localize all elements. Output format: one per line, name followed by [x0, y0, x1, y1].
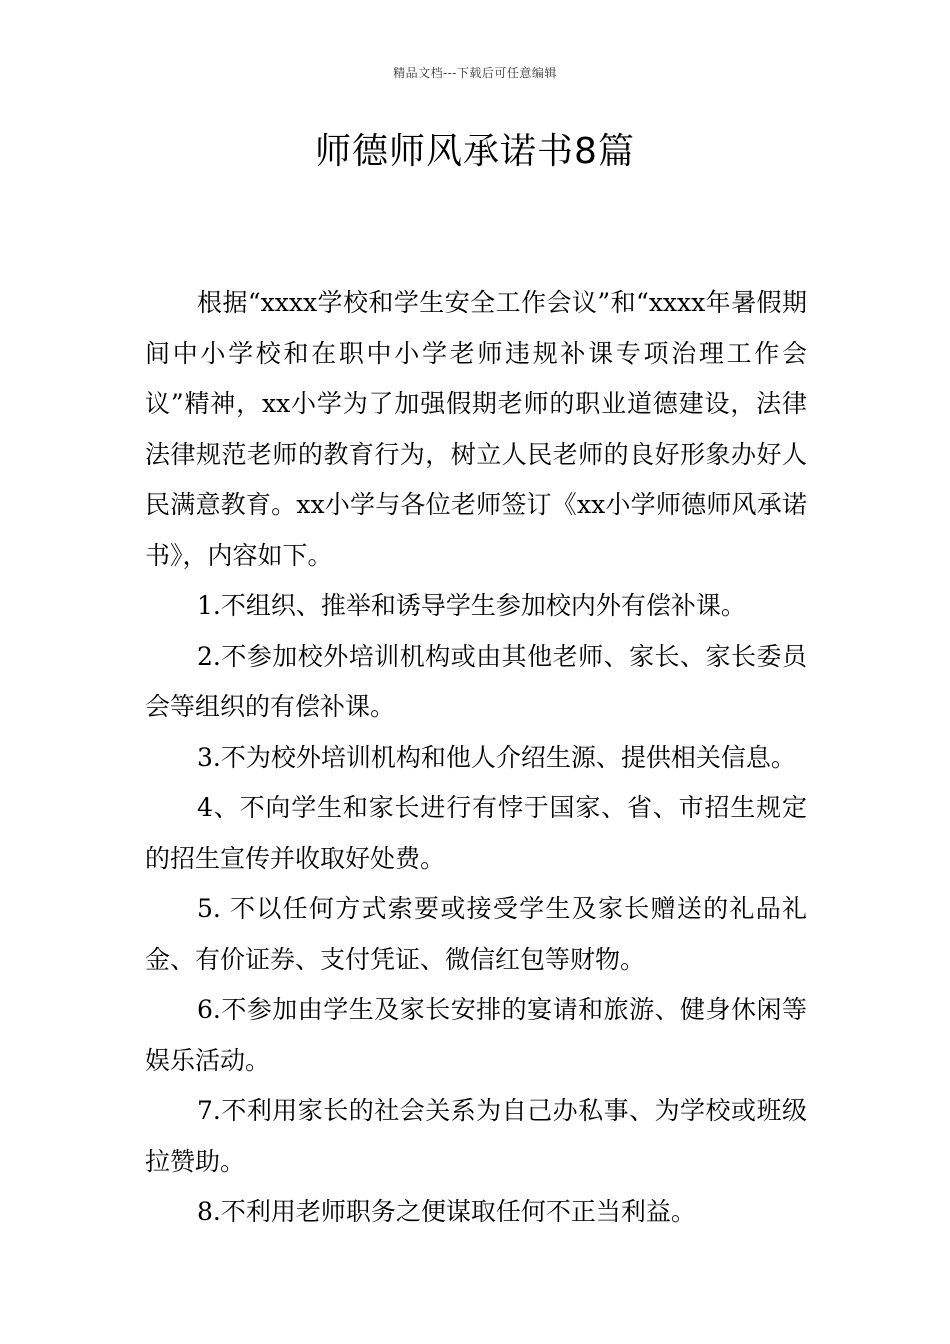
paragraph-item-1: 1.不组织、推举和诱导学生参加校内外有偿补课。 — [197, 591, 746, 620]
paragraph-item-6: 6.不参加由学生及家长安排的宴请和旅游、健身休闲等娱乐活动。 — [145, 995, 807, 1075]
paragraph-intro: 根据“xxxx学校和学生安全工作会议”和“xxxx年暑假期间中小学校和在职中小学老师违规补课专项治理工作会议”精神，xx小学为了加强假期老师的职业道德建设，法律法律规范老师的教育行为，树立人民老师的良好形象办好人民满意教育。xx小学与各位老师签订《xx小学师德师风承诺书》，内容如下。 — [145, 288, 807, 570]
paragraph-item-4: 4、不向学生和家长进行有悖于国家、省、市招生规定的招生宣传并收取好处费。 — [145, 793, 807, 873]
document-body — [145, 278, 807, 1238]
paragraph-item-2: 2.不参加校外培训机构或由其他老师、家长、家长委员会等组织的有偿补课。 — [145, 641, 807, 721]
paragraph-item-7: 7.不利用家长的社会关系为自己办私事、为学校或班级拉赞助。 — [145, 1096, 807, 1176]
document-title: 师德师风承诺书8篇 — [315, 131, 635, 172]
paragraph-item-5: 5. 不以任何方式索要或接受学生及家长赠送的礼品礼金、有价证券、支付凭证、微信红包等财物。 — [145, 894, 807, 974]
paragraph-item-3: 3.不为校外培训机构和他人介绍生源、提供相关信息。 — [197, 742, 796, 772]
paragraph-item-8: 8.不利用老师职务之便谋取任何不正当利益。 — [197, 1197, 696, 1226]
header-note: 精品文档---下载后可任意编辑 — [393, 66, 557, 80]
